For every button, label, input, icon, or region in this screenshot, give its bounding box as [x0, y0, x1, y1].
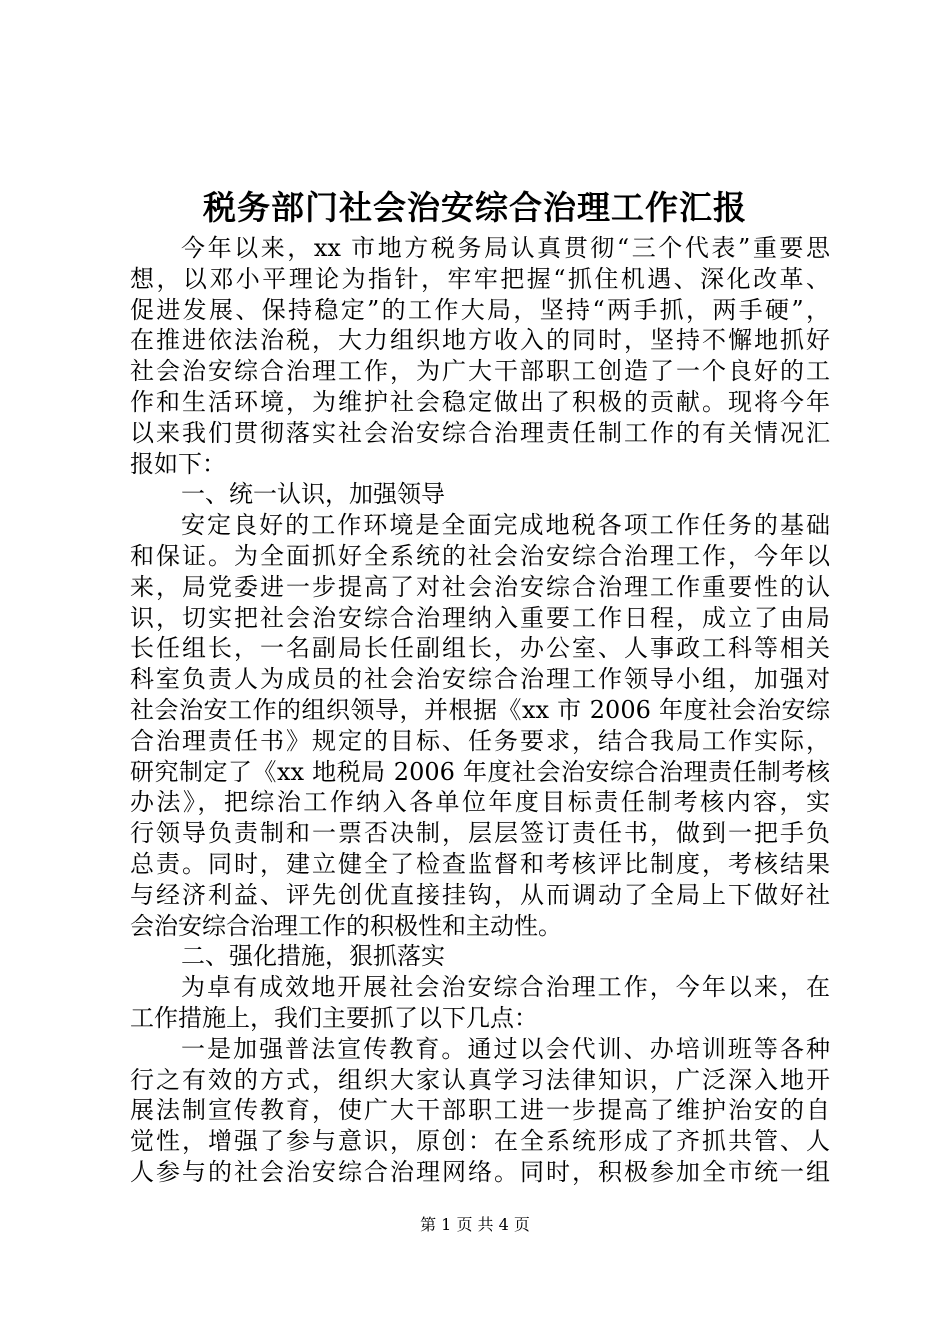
text-line: 总责。同时，建立健全了检查监督和考核评比制度，考核结果: [130, 849, 830, 878]
text-line: 二、强化措施，狠抓落实: [181, 942, 445, 971]
text-line: 今年以来，xx 市地方税务局认真贯彻“三个代表”重要思: [181, 234, 830, 262]
text-line: 促进发展、保持稳定”的工作大局，坚持“两手抓，两手硬”，: [130, 295, 830, 324]
text-line: 想，以邓小平理论为指针，牢牢把握“抓住机遇、深化改革、: [130, 264, 830, 293]
text-line: 长任组长，一名副局长任副组长，办公室、人事政工科等相关: [130, 634, 830, 663]
text-line: 安定良好的工作环境是全面完成地税各项工作任务的基础: [181, 511, 830, 540]
text-line: 社会治安工作的组织领导，并根据《xx 市 2006 年度社会治安综: [130, 695, 830, 724]
text-line: 办法》，把综治工作纳入各单位年度目标责任制考核内容，实: [130, 788, 830, 817]
text-line: 识，切实把社会治安综合治理纳入重要工作日程，成立了由局: [130, 603, 830, 632]
text-line: 展法制宣传教育，使广大干部职工进一步提高了维护治安的自: [130, 1096, 830, 1125]
text-line: 工作措施上，我们主要抓了以下几点：: [130, 1003, 538, 1032]
text-line: 以来我们贯彻落实社会治安综合治理责任制工作的有关情况汇: [130, 418, 830, 447]
text-line: 一是加强普法宣传教育。通过以会代训、办培训班等各种: [181, 1034, 830, 1063]
text-line: 为卓有成效地开展社会治安综合治理工作，今年以来，在: [181, 973, 830, 1002]
text-line: 作和生活环境，为维护社会稳定做出了积极的贡献。现将今年: [130, 387, 830, 416]
text-line: 会治安综合治理工作的积极性和主动性。: [130, 911, 562, 940]
text-line: 行之有效的方式，组织大家认真学习法律知识，广泛深入地开: [130, 1065, 830, 1094]
text-line: 觉性，增强了参与意识，原创：在全系统形成了齐抓共管、人: [130, 1127, 830, 1156]
text-line: 一、统一认识，加强领导: [181, 480, 445, 509]
text-line: 科室负责人为成员的社会治安综合治理工作领导小组，加强对: [130, 665, 830, 694]
text-line: 在推进依法治税，大力组织地方收入的同时，坚持不懈地抓好: [130, 326, 830, 355]
text-line: 人参与的社会治安综合治理网络。同时，积极参加全市统一组: [130, 1157, 830, 1186]
document-title: 税务部门社会治安综合治理工作汇报: [203, 188, 747, 227]
text-line: 合治理责任书》规定的目标、任务要求，结合我局工作实际，: [130, 726, 830, 755]
text-line: 研究制定了《xx 地税局 2006 年度社会治安综合治理责任制考核: [130, 757, 830, 786]
text-line: 与经济利益、评先创优直接挂钩，从而调动了全局上下做好社: [130, 880, 830, 909]
page-footer: 第 1 页 共 4 页: [420, 1215, 530, 1234]
text-line: 和保证。为全面抓好全系统的社会治安综合治理工作，今年以: [130, 541, 830, 570]
text-line: 报如下：: [130, 449, 226, 478]
text-line: 来，局党委进一步提高了对社会治安综合治理工作重要性的认: [130, 572, 830, 601]
text-line: 社会治安综合治理工作，为广大干部职工创造了一个良好的工: [130, 357, 830, 386]
document-body: [130, 233, 830, 1188]
text-line: 行领导负责制和一票否决制，层层签订责任书，做到一把手负: [130, 819, 830, 848]
